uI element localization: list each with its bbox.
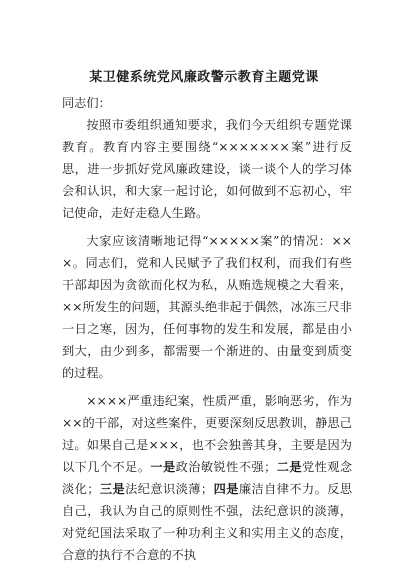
paragraph-text: 廉洁自律不力。反思自己，我认为自己的原则性不强，法纪意识的淡薄，对党纪国法采取了一种功利主义和实用主义的态度，合意的执行不合意的不执 [62,482,353,562]
point-label: 一是 [150,460,176,474]
paragraph-text: 大家应该清晰地记得“×××××案”的情况：×××。同志们，党和人民赋予了我们权利，而我们有些干部却因为贪欲而化权为私，从贿选规模之大看来，××所发生的问题，其源头绝非起于偶然，冰冻三尺非一日之寒，因为，任何事物的发生和发展，都是由小到大，由少到多，都需要一个渐进的、由量变到质变的过程。 [62,234,352,380]
paragraph-2 [62,230,352,384]
document-body [62,92,352,566]
paragraph-text: 法纪意识淡薄； [125,482,214,496]
salutation: 同志们： [62,96,111,110]
paragraph-text: ××××严重违纪案，性质严重，影响恶劣，作为××的干部，对这些案件，更要深刻反思教训，静思己过。如果自己是×××，也不会独善其身，主要是因为以下几个不足。 [62,394,352,474]
paragraph-text: 按照市委组织通知要求，我们今天组织专题党课教育。教育内容主要围绕“×××××××案”进行反思，进一步抓好党风廉政建设，谈一谈个人的学习体会和认识，和大家一起讨论，如何做到不忘初心，牢记使命，走好走稳人生路。 [62,118,352,220]
paragraph-text: 党性观念淡化； [62,460,353,496]
paragraph-text: 政治敏锐性不强； [175,460,277,474]
paragraph-1 [62,114,352,224]
point-label: 二是 [276,460,302,474]
point-label: 四是 [213,482,239,496]
document-title: 某卫健系统党风廉政警示教育主题党课 [89,70,319,85]
paragraph-3 [62,390,352,566]
point-label: 三是 [99,482,126,496]
